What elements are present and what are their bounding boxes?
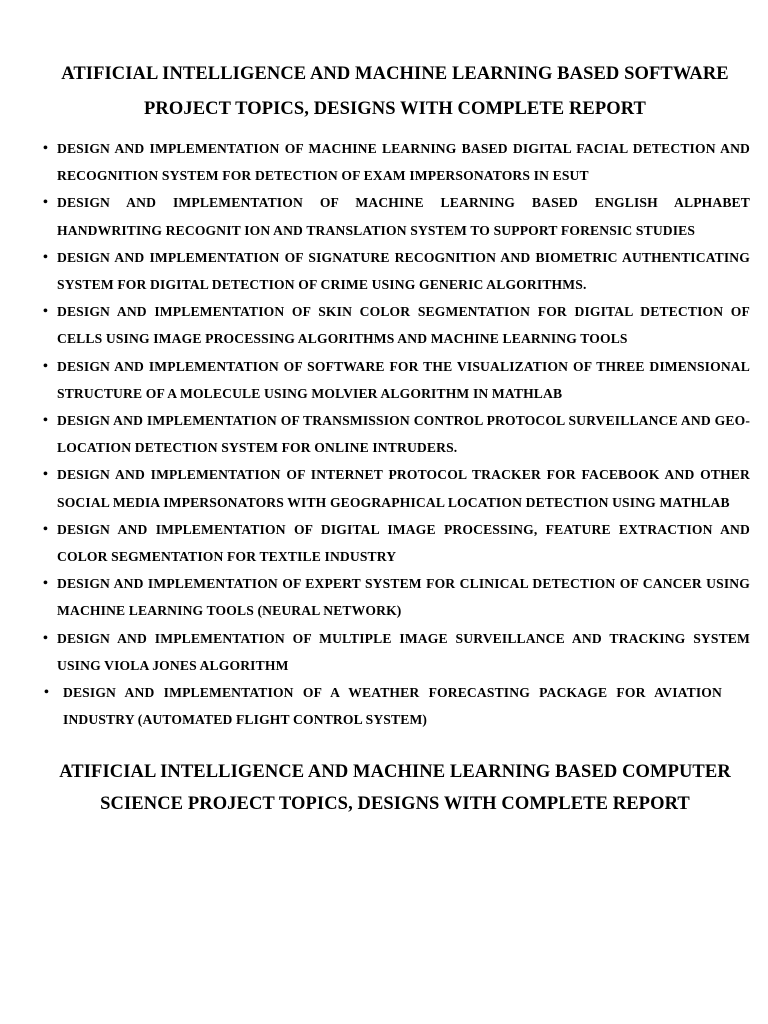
topic-text: DESIGN AND IMPLEMENTATION OF A WEATHER FORECASTING PACKAGE FOR AVIATION INDUSTRY (AUTOMATED FLIGHT CONTROL SYSTEM) [63,685,722,728]
topic-list [40,135,750,733]
bullet-icon: • [44,685,50,701]
topic-item [40,244,750,298]
topic-item [40,407,750,461]
bullet-icon: • [43,413,49,429]
topic-text: DESIGN AND IMPLEMENTATION OF INTERNET PROTOCOL TRACKER FOR FACEBOOK AND OTHER SOCIAL MEDIA IMPERSONATORS WITH GEOGRAPHICAL LOCATION DETECTION USING MATHLAB [57,467,750,510]
topic-text: DESIGN AND IMPLEMENTATION OF MACHINE LEARNING BASED DIGITAL FACIAL DETECTION AND RECOGNITION SYSTEM FOR DETECTION OF EXAM IMPERSONATORS IN ESUT [57,141,750,184]
topic-item [40,298,750,352]
topic-text: DESIGN AND IMPLEMENTATION OF SIGNATURE RECOGNITION AND BIOMETRIC AUTHENTICATING SYSTEM FOR DIGITAL DETECTION OF CRIME USING GENERIC ALGORITHMS. [57,249,750,293]
topic-text: DESIGN AND IMPLEMENTATION OF TRANSMISSION CONTROL PROTOCOL SURVEILLANCE AND GEO-LOCATION DETECTION SYSTEM FOR ONLINE INTRUDERS. [57,413,750,456]
bullet-icon: • [43,195,49,211]
topic-text: DESIGN AND IMPLEMENTATION OF DIGITAL IMAGE PROCESSING, FEATURE EXTRACTION AND COLOR SEGMENTATION FOR TEXTILE INDUSTRY [57,521,750,565]
topic-item [40,625,750,679]
bullet-icon: • [43,141,49,156]
bullet-icon: • [43,358,49,374]
bullet-icon: • [43,304,49,320]
topic-text: DESIGN AND IMPLEMENTATION OF MULTIPLE IMAGE SURVEILLANCE AND TRACKING SYSTEM USING VIOLA JONES ALGORITHM [57,630,750,673]
topic-item [40,353,750,407]
topic-text: DESIGN AND IMPLEMENTATION OF SKIN COLOR SEGMENTATION FOR DIGITAL DETECTION OF CELLS USING IMAGE PROCESSING ALGORITHMS AND MACHINE LEARNING TOOLS [57,304,750,347]
topic-text: DESIGN AND IMPLEMENTATION OF MACHINE LEARNING BASED ENGLISH ALPHABET HANDWRITING RECOGNIT ION AND TRANSLATION SYSTEM TO SUPPORT FORENSIC STUDIES [57,195,750,238]
heading-software-topics: ATIFICIAL INTELLIGENCE AND MACHINE LEARNING BASED SOFTWARE PROJECT TOPICS, DESIGNS WITH COMPLETE REPORT [61,64,729,119]
topic-text: DESIGN AND IMPLEMENTATION OF EXPERT SYSTEM FOR CLINICAL DETECTION OF CANCER USING MACHINE LEARNING TOOLS (NEURAL NETWORK) [57,576,750,619]
topic-item [40,679,750,733]
topic-item [40,570,750,624]
topic-item [40,516,750,570]
bullet-icon: • [43,467,49,483]
bullet-icon: • [43,576,49,592]
bullet-icon: • [43,630,49,646]
topic-item [40,135,750,189]
bullet-icon: • [43,521,49,537]
bullet-icon: • [43,249,49,265]
heading-computer-science-topics: ATIFICIAL INTELLIGENCE AND MACHINE LEARNING BASED COMPUTER SCIENCE PROJECT TOPICS, DESIGNS WITH COMPLETE REPORT [59,762,731,815]
topic-item [40,461,750,515]
topic-text: DESIGN AND IMPLEMENTATION OF SOFTWARE FOR THE VISUALIZATION OF THREE DIMENSIONAL STRUCTURE OF A MOLECULE USING MOLVIER ALGORITHM IN MATHLAB [57,358,750,401]
topic-item [40,189,750,243]
